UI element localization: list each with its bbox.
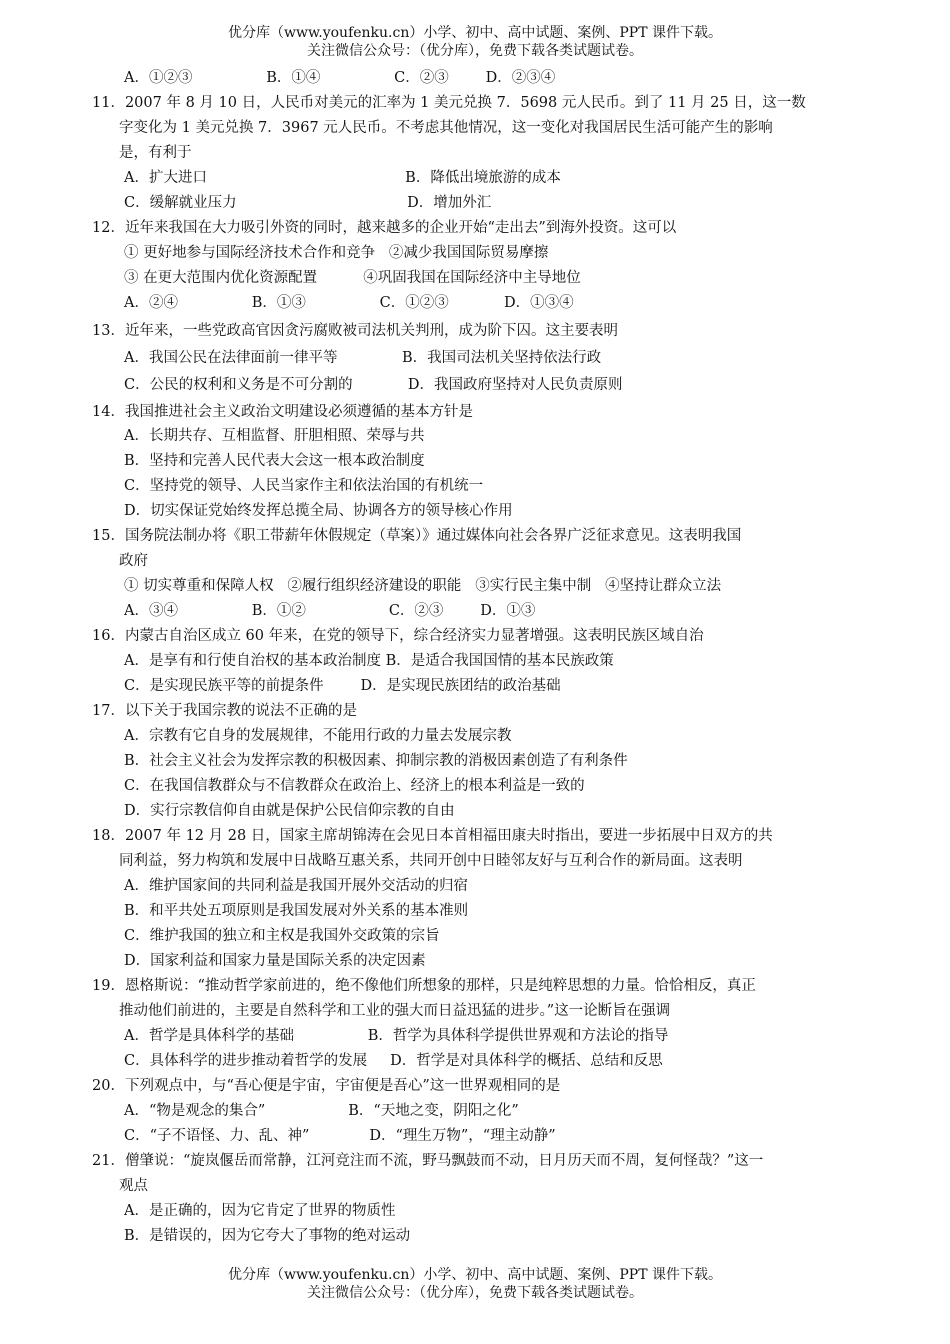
question-stem: 18．2007 年 12 月 28 日，国家主席胡锦涛在会见日本首相福田康夫时指出，要进一步拓展中日双方的共 [92, 828, 773, 844]
answer-options: A．“物是观念的集合” B．“天地之变，阴阳之化” [124, 1103, 519, 1119]
footer-line-1: 优分库（www.youfenku.cn）小学、初中、高中试题、案例、PPT 课件下载。 [227, 1267, 722, 1283]
question-stem: 11．2007 年 8 月 10 日，人民币对美元的汇率为 1 美元兑换 7．5698 元人民币。到了 11 月 25 日，这一数 [92, 95, 806, 111]
answer-options: B．是错误的，因为它夸大了事物的绝对运动 [124, 1228, 411, 1244]
answer-options: A．长期共存、互相监督、肝胆相照、荣辱与共 [124, 428, 425, 444]
answer-options: A．我国公民在法律面前一律平等 B．我国司法机关坚持依法行政 [124, 350, 602, 366]
answer-options: ① 更好地参与国际经济技术合作和竞争 ②减少我国国际贸易摩擦 [124, 245, 549, 261]
header-line-1: 优分库（www.youfenku.cn）小学、初中、高中试题、案例、PPT 课件下载。 [227, 25, 722, 41]
answer-options: C．坚持党的领导、人民当家作主和依法治国的有机统一 [124, 478, 484, 494]
question-stem: 19．恩格斯说：“推动哲学家前进的，绝不像他们所想象的那样，只是纯粹思想的力量。恰恰相反，真正 [92, 978, 756, 994]
question-text-continued: 政府 [119, 553, 148, 569]
answer-options: A．哲学是具体科学的基础 B．哲学为具体科学提供世界观和方法论的指导 [124, 1028, 669, 1044]
question-text-continued: 是，有利于 [119, 145, 192, 161]
header-line-2: 关注微信公众号：（优分库），免费下载各类试题试卷。 [307, 43, 643, 59]
page-header [0, 24, 950, 60]
page-footer [0, 1266, 950, 1302]
answer-options: D．切实保证党始终发挥总揽全局、协调各方的领导核心作用 [124, 503, 513, 519]
question-stem: 12．近年来我国在大力吸引外资的同时，越来越多的企业开始“走出去”到海外投资。这可以 [92, 220, 677, 236]
question-stem: 16．内蒙古自治区成立 60 年来，在党的领导下，综合经济实力显著增强。这表明民族区域自治 [92, 628, 704, 644]
answer-options: D．实行宗教信仰自由就是保护公民信仰宗教的自由 [124, 803, 455, 819]
answer-options: D．国家利益和国家力量是国际关系的决定因素 [124, 953, 426, 969]
question-stem: 15．国务院法制办将《职工带薪年休假规定（草案）》通过媒体向社会各界广泛征求意见。这表明我国 [92, 528, 742, 544]
answer-options: A．是享有和行使自治权的基本政治制度 B．是适合我国国情的基本民族政策 [124, 653, 614, 669]
answer-options: C．“子不语怪、力、乱、神” D．“理生万物”，“理主动静” [124, 1128, 556, 1144]
answer-options: C．公民的权利和义务是不可分割的 D．我国政府坚持对人民负责原则 [124, 377, 623, 393]
question-stem: 14．我国推进社会主义政治文明建设必须遵循的基本方针是 [92, 404, 473, 420]
answer-options: A．是正确的，因为它肯定了世界的物质性 [124, 1203, 396, 1219]
answer-options: C．在我国信教群众与不信教群众在政治上、经济上的根本利益是一致的 [124, 778, 585, 794]
question-text-continued: 推动他们前进的，主要是自然科学和工业的强大而日益迅猛的进步。”这一论断旨在强调 [119, 1003, 671, 1019]
answer-options: C．缓解就业压力 D．增加外汇 [124, 195, 492, 211]
answer-options: B．坚持和完善人民代表大会这一根本政治制度 [124, 453, 425, 469]
question-text-continued: 同利益，努力构筑和发展中日战略互惠关系，共同开创中日睦邻友好与互利合作的新局面。这表明 [119, 853, 743, 869]
answer-options: A．宗教有它自身的发展规律，不能用行政的力量去发展宗教 [124, 728, 512, 744]
answer-options: C．维护我国的独立和主权是我国外交政策的宗旨 [124, 928, 440, 944]
question-text-continued: 字变化为 1 美元兑换 7．3967 元人民币。不考虑其他情况，这一变化对我国居民生活可能产生的影响 [119, 120, 773, 136]
answer-options: A．维护国家间的共同利益是我国开展外交活动的归宿 [124, 878, 468, 894]
answer-options: ① 切实尊重和保障人权 ②履行组织经济建设的职能 ③实行民主集中制 ④坚持让群众立法 [124, 578, 722, 594]
answer-options: A．①②③ B．①④ C．②③ D．②③④ [124, 70, 556, 86]
question-stem: 13．近年来，一些党政高官因贪污腐败被司法机关判刑，成为阶下囚。这主要表明 [92, 323, 618, 339]
question-text-continued: 观点 [119, 1178, 148, 1194]
answer-options: A．扩大进口 B．降低出境旅游的成本 [124, 170, 561, 186]
question-stem: 20．下列观点中，与“吾心便是宇宙，宇宙便是吾心”这一世界观相同的是 [92, 1078, 561, 1094]
question-stem: 17．以下关于我国宗教的说法不正确的是 [92, 703, 357, 719]
answer-options: C．是实现民族平等的前提条件 D．是实现民族团结的政治基础 [124, 678, 561, 694]
answer-options: A．③④ B．①② C．②③ D．①③ [124, 603, 536, 619]
answer-options: B．和平共处五项原则是我国发展对外关系的基本准则 [124, 903, 469, 919]
answer-options: A．②④ B．①③ C．①②③ D．①③④ [124, 295, 574, 311]
answer-options: ③ 在更大范围内优化资源配置 ④巩固我国在国际经济中主导地位 [124, 270, 581, 286]
answer-options: B．社会主义社会为发挥宗教的积极因素、抑制宗教的消极因素创造了有利条件 [124, 753, 628, 769]
footer-line-2: 关注微信公众号：（优分库），免费下载各类试题试卷。 [307, 1285, 643, 1301]
question-stem: 21．僧肇说：“旋岚偃岳而常静，江河竞注而不流，野马飘鼓而不动，日月历天而不周，复何怪哉？”这一 [92, 1153, 764, 1169]
answer-options: C．具体科学的进步推动着哲学的发展 D．哲学是对具体科学的概括、总结和反思 [124, 1053, 663, 1069]
